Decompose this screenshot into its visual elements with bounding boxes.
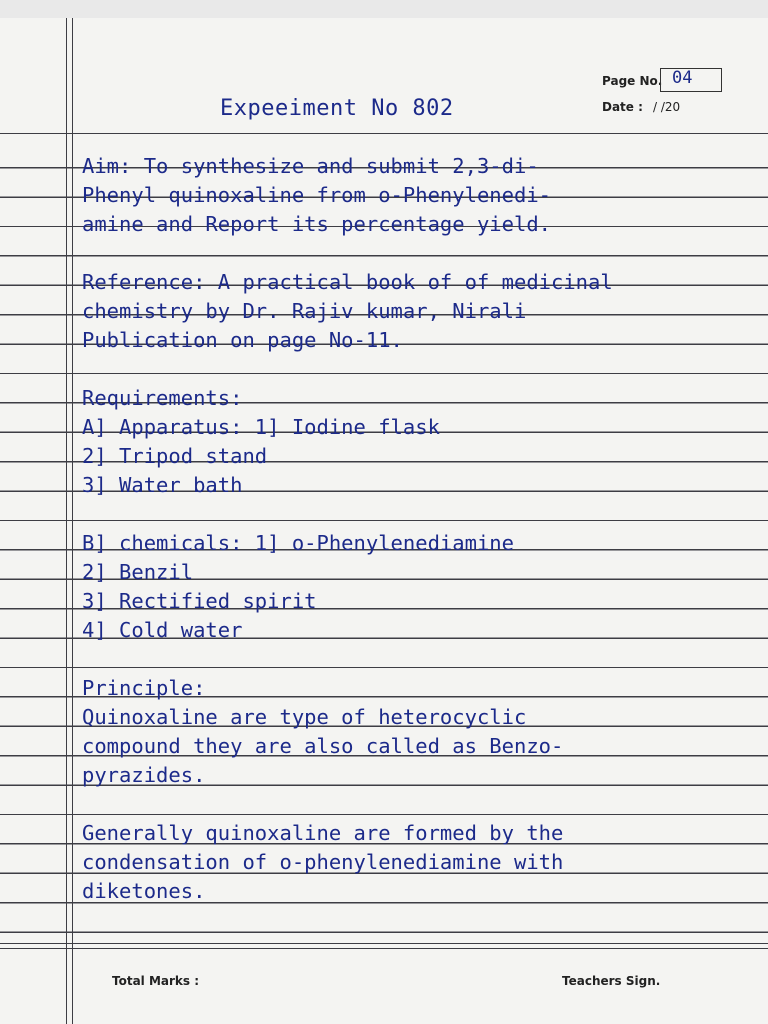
text-line: condensation of o-phenylenediamine with [82,850,564,874]
text-line: diketones. [82,879,206,903]
text-line: 2] Benzil [82,560,194,584]
teachers-sign-label: Teachers Sign. [562,974,661,988]
text-line: amine and Report its percentage yield. [82,212,551,236]
text-line: Reference: A practical book of of medicinal [82,270,613,294]
footer-rule-1 [0,943,768,944]
text-line: Quinoxaline are type of heterocyclic [82,705,527,729]
date-label: Date : [602,100,643,114]
page-no-label: Page No. [602,74,663,88]
margin-line-2 [72,18,73,1024]
experiment-title: Expeeiment No 802 [220,96,454,121]
header-rule [0,133,768,134]
text-line: Generally quinoxaline are formed by the [82,821,564,845]
date-value: / /20 [653,100,681,114]
text-line: B] chemicals: 1] o-Phenylenediamine [82,531,514,555]
text-line: Aim: To synthesize and submit 2,3-di- [82,154,539,178]
text-line: Publication on page No-11. [82,328,403,352]
margin-line-1 [66,18,67,1024]
text-line: Phenyl quinoxaline from o-Phenylenedi- [82,183,551,207]
text-line: 4] Cold water [82,618,243,642]
text-line: 3] Water bath [82,473,243,497]
text-line: A] Apparatus: 1] Iodine flask [82,415,440,439]
text-line: chemistry by Dr. Rajiv kumar, Nirali [82,299,527,323]
text-line: compound they are also called as Benzo- [82,734,564,758]
text-line: 3] Rectified spirit [82,589,317,613]
text-line: Requirements: [82,386,243,410]
footer-rule-2 [0,948,768,949]
notebook-page [0,18,768,1024]
text-line: pyrazides. [82,763,206,787]
total-marks-label: Total Marks : [112,974,200,988]
page-no-value: 04 [672,68,693,88]
text-line: Principle: [82,676,206,700]
text-line: 2] Tripod stand [82,444,268,468]
